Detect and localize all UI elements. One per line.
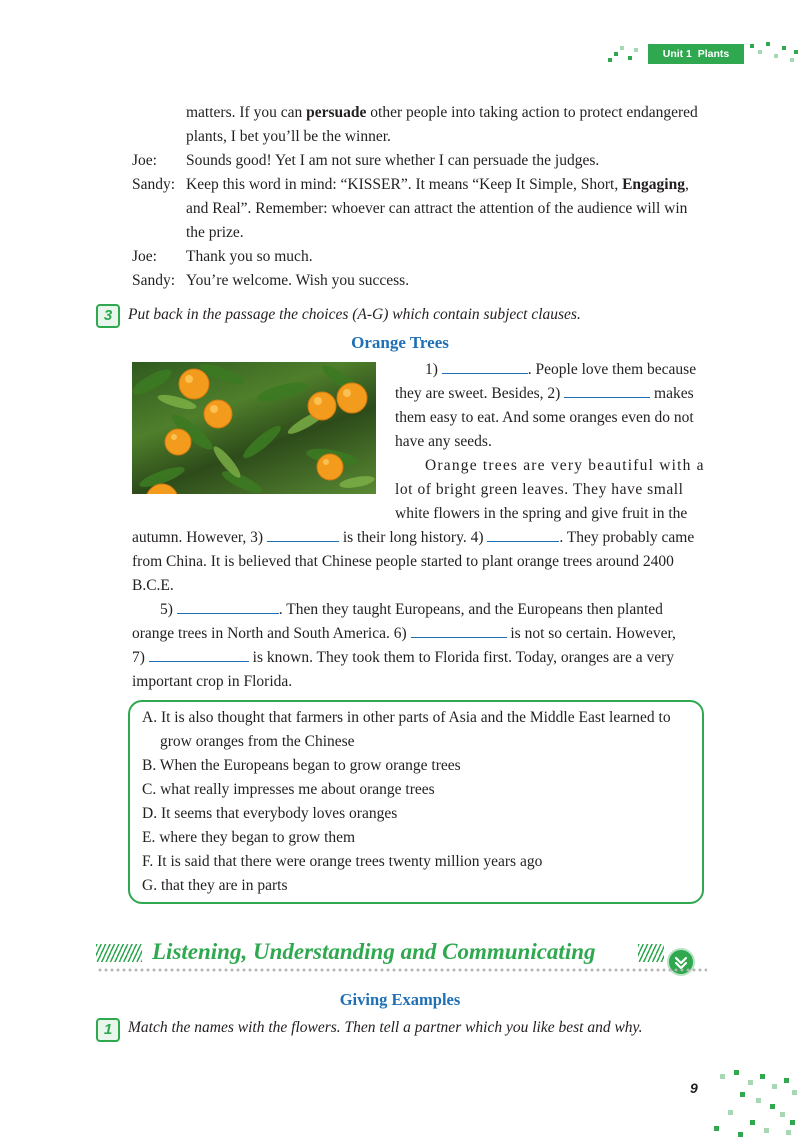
unit-label: Unit 1 [662,48,692,60]
option-e: E. where they began to grow them [142,829,356,846]
task-instruction: Put back in the passage the choices (A-G) which contain subject clauses. [128,306,581,323]
unit-header [648,44,744,64]
answer-blank[interactable] [149,647,249,662]
passage-line: white flowers in the spring and give fruit in the [395,505,688,522]
passage-line: autumn. However, 3) is their long history. 4) . They probably came [132,529,695,546]
orange-tree-illustration [132,362,376,494]
option-f: F. It is said that there were orange trees twenty million years ago [142,853,543,870]
section-title: Listening, Understanding and Communicating [152,939,596,964]
option-c: C. what really impresses me about orange trees [142,781,435,798]
task-number-badge: 1 [96,1018,120,1042]
option-d: D. It seems that everybody loves oranges [142,805,398,822]
dialogue-line: Thank you so much. [186,248,313,265]
dialogue-line: plants, I bet you’ll be the winner. [186,128,391,145]
passage-line: 1) . People love them because [425,361,697,378]
dialogue-line: Sounds good! Yet I am not sure whether I can persuade the judges. [186,152,600,169]
dialogue-line: the prize. [186,224,244,241]
orange-tree-photo [132,362,376,494]
speaker-label: Sandy: [132,176,176,193]
answer-blank[interactable] [442,359,528,374]
dialogue-line: Keep this word in mind: “KISSER”. It means “Keep It Simple, Short, Engaging, [186,176,689,193]
option-a: A. It is also thought that farmers in other parts of Asia and the Middle East learned to [142,709,671,726]
passage-line: them easy to eat. And some oranges even do not [395,409,694,426]
task-instruction: Match the names with the flowers. Then tell a partner which you like best and why. [128,1019,643,1036]
dialogue-line: matters. If you can persuade other people into taking action to protect endangered [186,104,698,121]
speaker-label: Joe: [132,248,157,265]
passage-line: Orange trees are very beautiful with a [425,457,705,474]
task-number-badge: 3 [96,304,120,328]
answer-blank[interactable] [564,383,650,398]
answer-blank[interactable] [487,527,559,542]
passage-title: Orange Trees [351,333,449,352]
answer-blank[interactable] [177,599,279,614]
dialogue-line: and Real”. Remember: whoever can attract the attention of the audience will win [186,200,688,217]
footer-pixel-pattern [700,1070,800,1138]
answer-blank[interactable] [267,527,339,542]
option-g: G. that they are in parts [142,877,288,894]
option-a-continued: grow oranges from the Chinese [160,733,355,750]
passage-line: lot of bright green leaves. They have small [395,481,684,498]
banner-slashes-right [638,944,664,962]
passage-line: 5) . Then they taught Europeans, and the Europeans then planted [160,601,663,618]
passage-line: they are sweet. Besides, 2) makes [395,385,694,402]
page-number: 9 [690,1080,698,1096]
passage-line: 7) is known. They took them to Florida first. Today, oranges are a very [132,649,675,666]
topic-label: Plants [697,48,730,60]
passage-line: important crop in Florida. [132,673,293,690]
answer-blank[interactable] [411,623,507,638]
passage-line: B.C.E. [132,577,174,594]
dialogue-line: You’re welcome. Wish you success. [186,272,410,289]
banner-dotted-rule [97,968,707,972]
passage-line: have any seeds. [395,433,492,450]
banner-slashes-left [96,944,142,962]
speaker-label: Sandy: [132,272,176,289]
option-b: B. When the Europeans began to grow orange trees [142,757,461,774]
passage-line: orange trees in North and South America. 6) is not so certain. However, [132,625,676,642]
speaker-label: Joe: [132,152,157,169]
section-subtitle: Giving Examples [339,990,461,1009]
passage-line: from China. It is believed that Chinese people started to plant orange trees around 2400 [132,553,674,570]
